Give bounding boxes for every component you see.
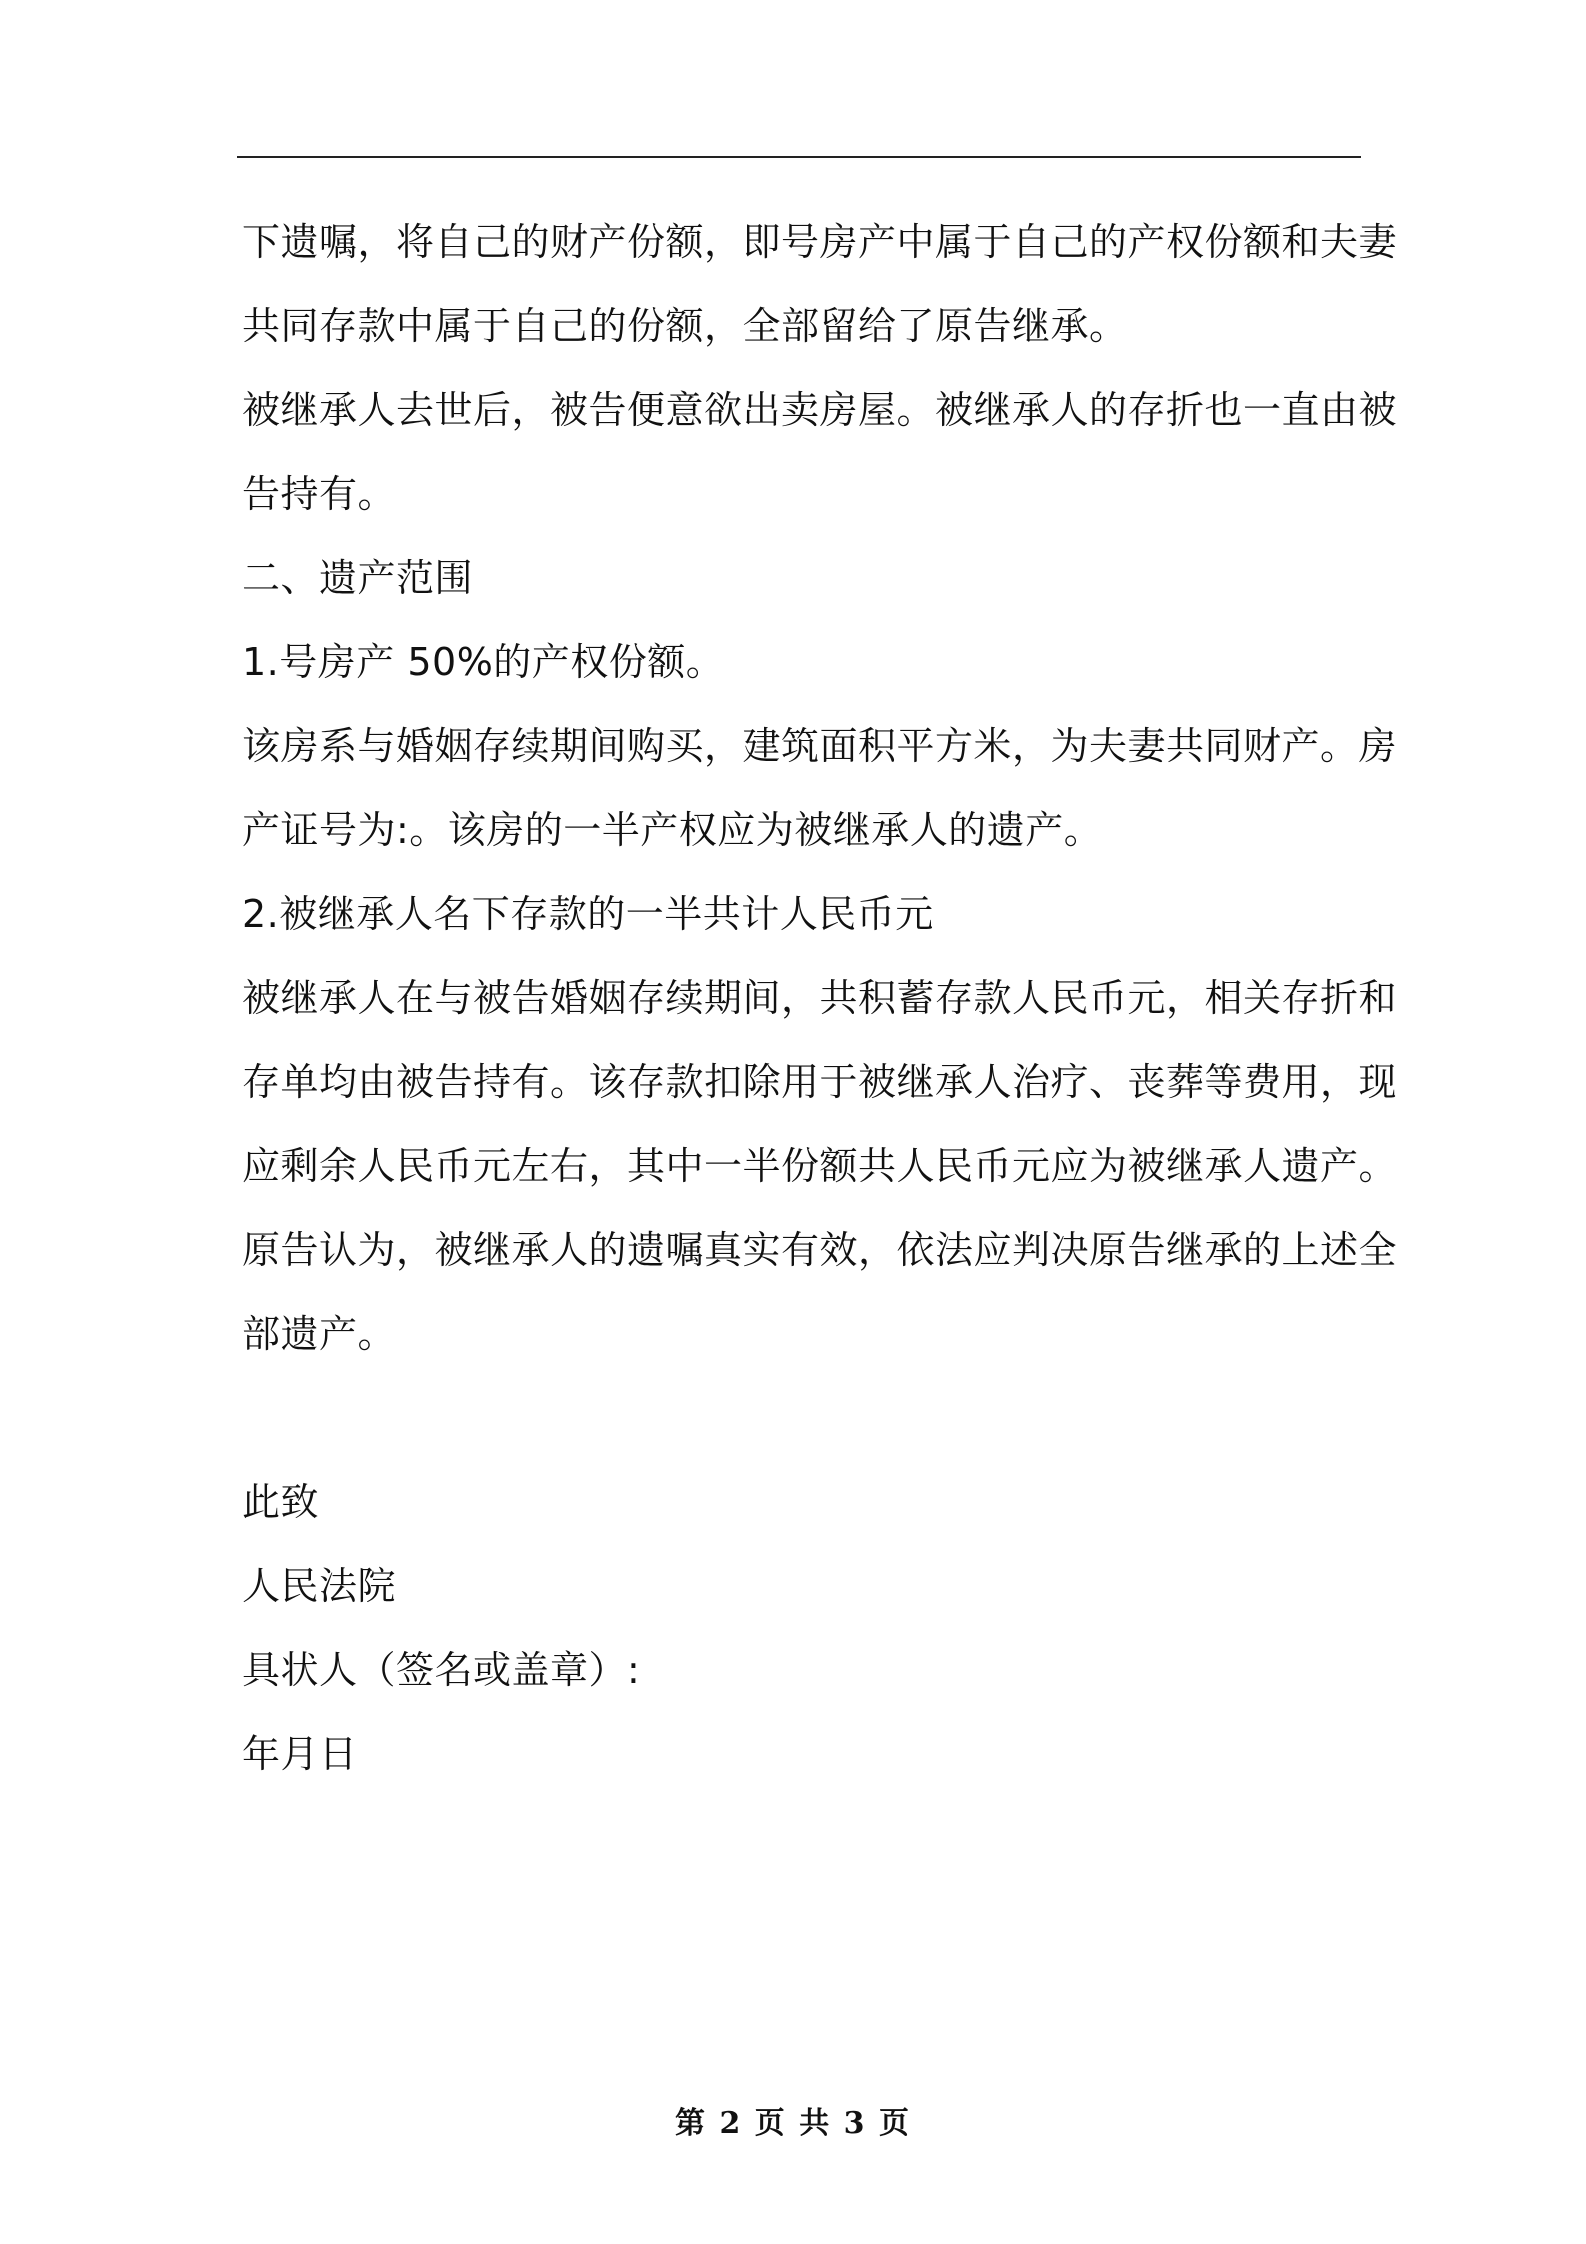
closing-date: 年月日: [242, 1732, 358, 1776]
body-line: 应剩余人民币元左右，其中一半份额共人民币元应为被继承人遗产。: [242, 1144, 1398, 1188]
body-line: 存单均由被告持有。该存款扣除用于被继承人治疗、丧葬等费用，现: [242, 1060, 1398, 1104]
body-line: 告持有。: [242, 472, 397, 516]
document-body: [242, 200, 1398, 1796]
page-number: 第 2 页 共 3 页: [675, 2106, 911, 2141]
section-heading: 二、遗产范围: [242, 556, 474, 600]
body-line: 部遗产。: [242, 1312, 397, 1356]
body-line: 下遗嘱，将自己的财产份额，即号房产中属于自己的产权份额和夫妻: [242, 220, 1398, 264]
item-heading: 1.号房产 50%的产权份额。: [242, 640, 725, 684]
blank-line: [242, 1376, 1361, 1460]
body-line: 产证号为:。该房的一半产权应为被继承人的遗产。: [242, 808, 1103, 852]
body-line: 被继承人去世后，被告便意欲出卖房屋。被继承人的存折也一直由被: [242, 388, 1398, 432]
body-line: 原告认为，被继承人的遗嘱真实有效，依法应判决原告继承的上述全: [242, 1228, 1398, 1272]
closing-salutation: 此致: [242, 1480, 320, 1524]
body-line: 共同存款中属于自己的份额，全部留给了原告继承。: [242, 304, 1128, 348]
item-heading: 2.被继承人名下存款的一半共计人民币元: [242, 892, 934, 936]
header-rule: [237, 156, 1361, 158]
closing-signer: 具状人（签名或盖章）:: [242, 1648, 641, 1692]
body-line: 被继承人在与被告婚姻存续期间，共积蓄存款人民币元，相关存折和: [242, 976, 1398, 1020]
body-line: 该房系与婚姻存续期间购买，建筑面积平方米，为夫妻共同财产。房: [242, 724, 1398, 768]
closing-court: 人民法院: [242, 1564, 397, 1608]
